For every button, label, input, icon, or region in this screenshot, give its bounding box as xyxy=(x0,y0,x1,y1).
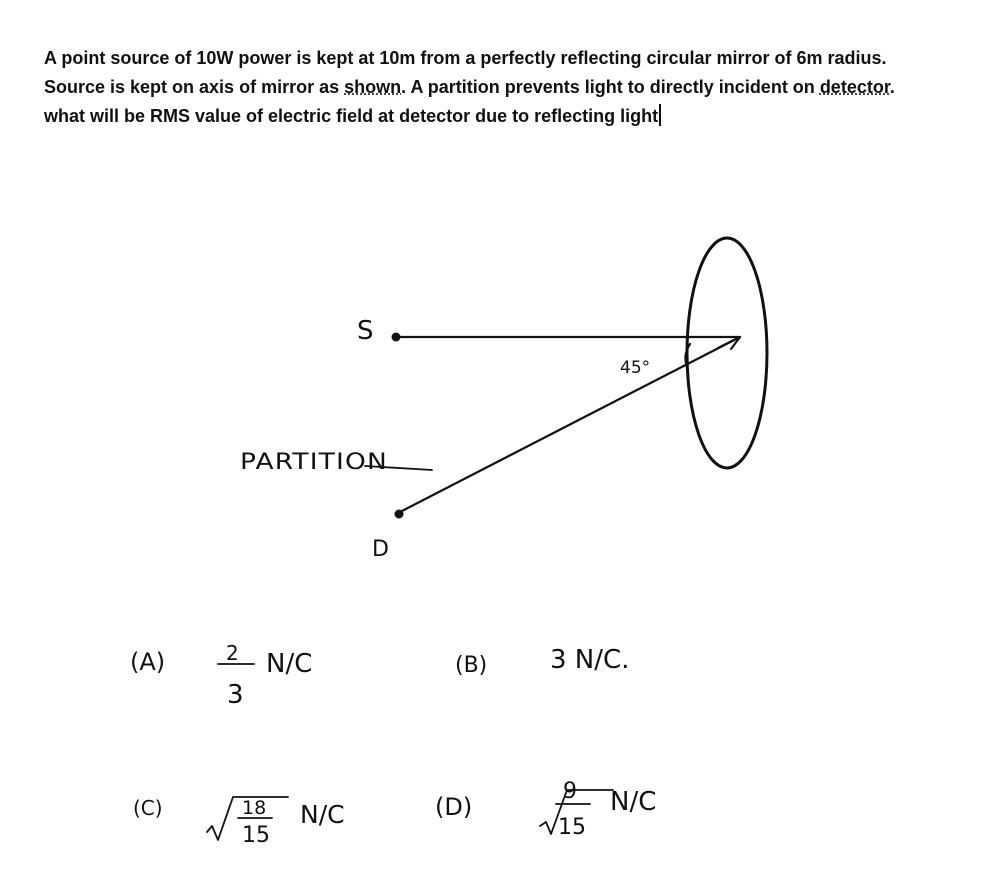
option-a-denominator: 3 xyxy=(227,680,244,710)
detector-link[interactable]: detector xyxy=(819,77,890,97)
option-c-tag: (C) xyxy=(133,796,163,820)
detector-label: D xyxy=(372,537,389,562)
source-label: S xyxy=(357,316,374,346)
option-a-numerator: 2 xyxy=(226,641,239,665)
option-c-denominator: 15 xyxy=(242,823,270,848)
option-d-denominator: 15 xyxy=(558,815,586,840)
option-c-numerator: 18 xyxy=(242,797,267,819)
reflected-ray xyxy=(400,337,740,512)
question-line-2-part-b: . A partition prevents light to directly incident on xyxy=(401,77,820,97)
option-d-unit: N/C xyxy=(610,787,657,817)
option-c-unit: N/C xyxy=(300,800,345,829)
option-a-unit: N/C xyxy=(266,649,313,679)
question-line-2-part-c: . xyxy=(889,77,895,97)
option-b-tag: (B) xyxy=(455,653,488,678)
option-d-tag: (D) xyxy=(435,793,473,821)
mirror-ellipse xyxy=(687,238,767,468)
option-d-numerator: 9 xyxy=(563,779,577,804)
arrowhead xyxy=(718,337,740,349)
partition-label: PARTITION xyxy=(240,450,388,475)
option-a-tag: (A) xyxy=(130,648,166,676)
detector-point xyxy=(395,510,404,519)
question-line-1: A point source of 10W power is kept at 10m from a perfectly reflecting circular mirror of 6m radius. xyxy=(44,48,887,68)
question-line-3-text: what will be RMS value of electric field at detector due to reflecting light xyxy=(44,106,659,126)
shown-link[interactable]: shown xyxy=(344,77,402,97)
option-b-value: 3 N/C. xyxy=(550,645,630,675)
question-line-2-part-a: Source is kept on axis of mirror as xyxy=(44,77,345,97)
angle-label: 45° xyxy=(620,358,651,378)
source-point xyxy=(392,333,401,342)
